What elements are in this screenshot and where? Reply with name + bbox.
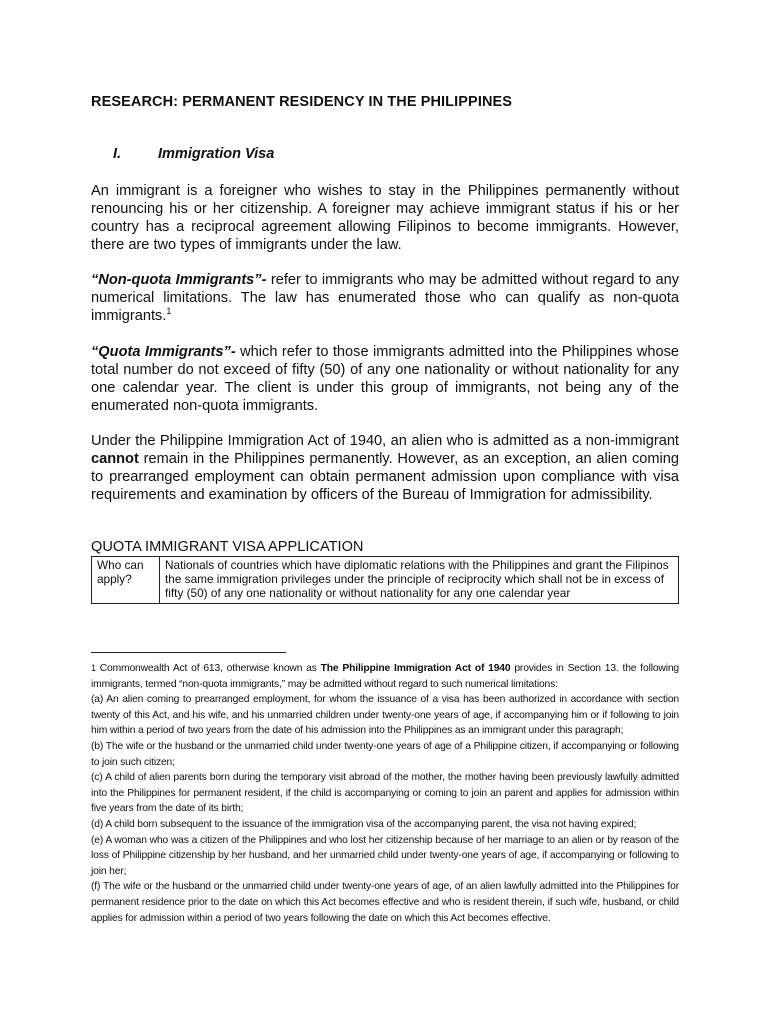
paragraph-immigrant-definition: An immigrant is a foreigner who wishes to stay in the Philippines permanently without renouncing his or her citizenship. A foreigner may achieve immigrant status if his or her country has a reciprocal agreement allowing Filipinos to become immigrants. However, there are two types of immigrants under the law.: [91, 183, 679, 253]
section-number: I.: [113, 146, 122, 162]
footnote-intro-before: Commonwealth Act of 613, otherwise known as: [95, 663, 321, 674]
table-cell-label: Who can apply?: [92, 557, 160, 604]
table-row: [92, 557, 679, 604]
footnote-item: (b) The wife or the husband or the unmarried child under twenty-one years of age of a Philippine citizen, if accompanying or following to join such citizen;: [91, 740, 679, 768]
non-quota-text: refer to immigrants who may be admitted without regard to any numerical limitations. The law has enumerated those who can qualify as non-quota immigrants.: [91, 272, 680, 324]
footnote-ref[interactable]: 1: [166, 306, 172, 317]
footnote-intro: [91, 661, 679, 692]
paragraph-immigration-act: [91, 432, 679, 504]
act-text-before: Under the Philippine Immigration Act of 1940, an alien who is admitted as a non-immigrant: [91, 433, 679, 449]
paragraph-non-quota: [91, 271, 679, 325]
act-text-after: remain in the Philippines permanently. However, as an exception, an alien coming to prearranged employment can obtain permanent admission upon compliance with visa requirements and examination by officers of the Bureau of Immigration for admissibility.: [91, 451, 679, 503]
footnote-item: (f) The wife or the husband or the unmarried child under twenty-one years of age, of an alien lawfully admitted into the Philippines for permanent residence prior to the date on which this Act becomes effective and who is resident therein, if such wife, husband, or child applies for admission within a period of two years following the date on which this Act becomes effective.: [91, 881, 679, 924]
table-cell-value: Nationals of countries which have diplomatic relations with the Philippines and grant the Filipinos the same immigration privileges under the principle of reciprocity which shall not be in excess of fifty (50) of any one nationality or without nationality for any one calendar year: [160, 557, 679, 604]
footnote-intro-after: provides in Section 13. the following immigrants, termed “non-quota immigrants,” may be admitted without regard to such numerical limitations:: [91, 663, 679, 690]
footnote-number: 1: [91, 663, 96, 673]
act-text-cannot: cannot: [91, 451, 139, 467]
footnote-item: (c) A child of alien parents born during the temporary visit abroad of the mother, the mother having been previously lawfully admitted into the Philippines for permanent resident, if the child is accompanying or coming to join an parent and applies for admission within five years from the date of its birth;: [91, 772, 679, 815]
quota-text: which refer to those immigrants admitted into the Philippines whose total number do not exceed of fifty (50) of any one nationality or without nationality for any one calendar year. The client is under this group of immigrants, not being any of the enumerated non-quota immigrants.: [91, 344, 680, 414]
paragraph-quota: [91, 343, 679, 415]
footnote-act-name: The Philippine Immigration Act of 1940: [320, 663, 511, 674]
footnote-item: (d) A child born subsequent to the issuance of the immigration visa of the accompanying parent, the visa not having expired;: [91, 818, 637, 830]
document-title: RESEARCH: PERMANENT RESIDENCY IN THE PHILIPPINES: [91, 94, 513, 110]
visa-application-table: [91, 556, 679, 604]
footnote-item: (e) A woman who was a citizen of the Philippines and who lost her citizenship because of her marriage to an alien or by reason of the loss of Philippine citizenship by her husband, and her unmarried child under twenty-one years of age, if accompanying or following to join her;: [91, 834, 679, 877]
visa-table-title: QUOTA IMMIGRANT VISA APPLICATION: [91, 539, 364, 555]
section-heading: [113, 146, 274, 162]
footnote-item: (a) An alien coming to prearranged employment, for whom the issuance of a visa has been authorized in accordance with section twenty of this Act, and his wife, and his unmarried children under twenty-one years of age, if accompanying him or if following to join him within a period of two years from the date of his admission into the Philippines as an immigrant under this paragraph;: [91, 694, 679, 737]
footnote-divider: [91, 652, 286, 653]
term-quota: “Quota Immigrants”-: [91, 344, 236, 360]
section-title: Immigration Visa: [158, 146, 275, 162]
footnotes: [91, 661, 679, 926]
term-non-quota: “Non-quota Immigrants”-: [91, 272, 267, 288]
